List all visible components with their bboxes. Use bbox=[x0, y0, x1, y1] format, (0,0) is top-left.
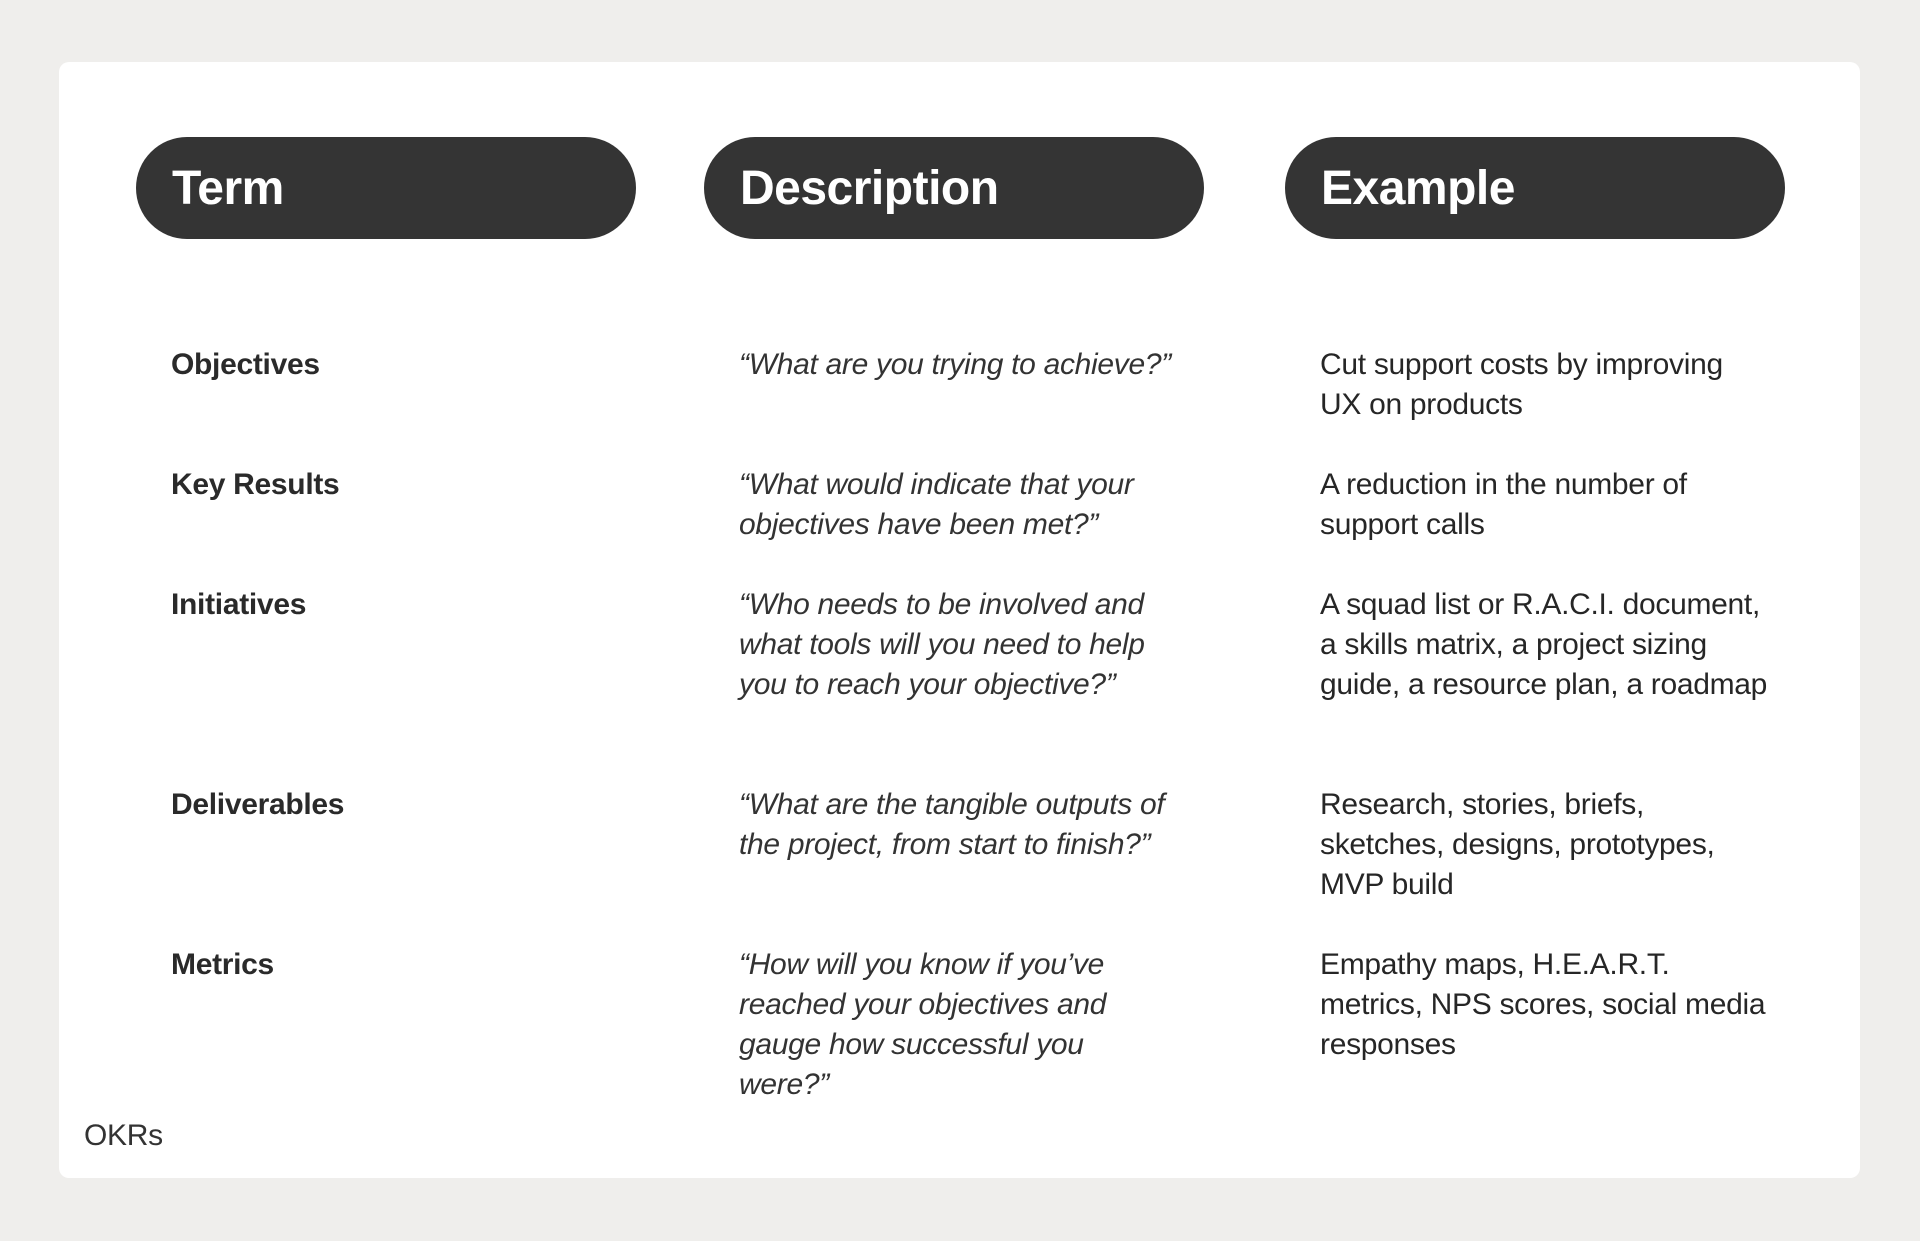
row-example: Research, stories, briefs, sketches, designs, prototypes, MVP build bbox=[1320, 788, 1715, 901]
row-description: “How will you know if you’ve reached your objectives and gauge how successful you were?” bbox=[739, 948, 1107, 1101]
row-example: Empathy maps, H.E.A.R.T. metrics, NPS scores, social media responses bbox=[1320, 948, 1766, 1061]
figure-caption: OKRs bbox=[84, 1119, 163, 1152]
header-example: Example bbox=[1285, 137, 1785, 239]
row-example: A squad list or R.A.C.I. document, a skills matrix, a project sizing guide, a resource plan, a roadmap bbox=[1320, 588, 1768, 701]
row-term: Deliverables bbox=[171, 788, 345, 821]
row-description: “What are you trying to achieve?” bbox=[739, 348, 1171, 381]
row-term: Metrics bbox=[171, 948, 274, 981]
row-example: Cut support costs by improving UX on products bbox=[1320, 348, 1723, 421]
okr-table-card bbox=[59, 62, 1860, 1178]
row-term: Key Results bbox=[171, 468, 340, 501]
row-term: Initiatives bbox=[171, 588, 307, 621]
row-description: “What would indicate that your objectives have been met?” bbox=[739, 468, 1134, 541]
row-description: “What are the tangible outputs of the project, from start to finish?” bbox=[739, 788, 1165, 861]
row-example: A reduction in the number of support calls bbox=[1320, 468, 1687, 541]
header-description: Description bbox=[704, 137, 1204, 239]
row-description: “Who needs to be involved and what tools will you need to help you to reach your objective?” bbox=[739, 588, 1145, 701]
header-term: Term bbox=[136, 137, 636, 239]
row-term: Objectives bbox=[171, 348, 320, 381]
